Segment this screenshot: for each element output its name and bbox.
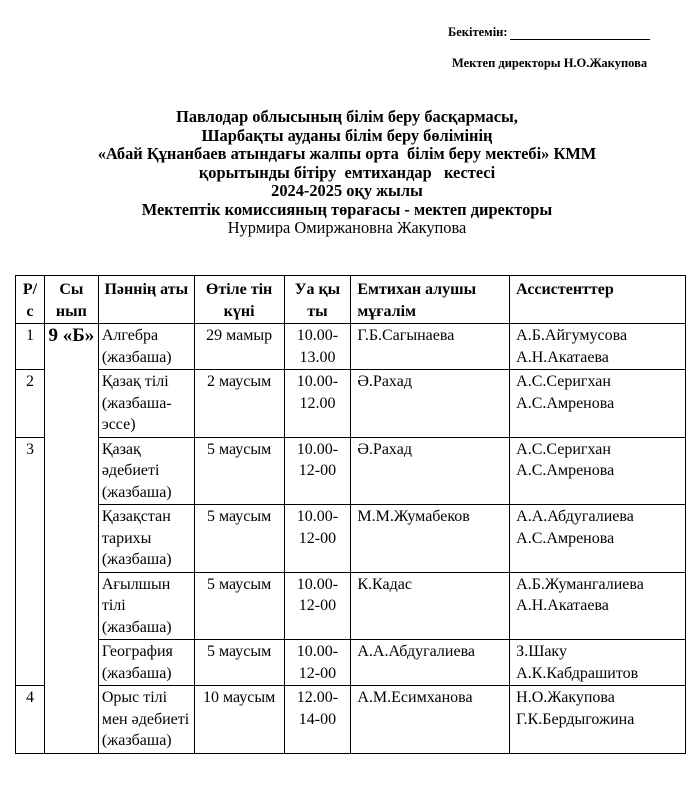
header-subject: Пәннің аты [98, 276, 194, 324]
subject-cell: География (жазбаша) [98, 640, 194, 686]
time-cell: 10.00-12-00 [284, 640, 351, 686]
table-row [16, 572, 686, 640]
time-cell: 10.00-13.00 [284, 324, 351, 370]
row-num: 4 [16, 686, 45, 754]
title-line: Мектептік комиссияның төрағасы - мектеп директоры [141, 199, 553, 219]
teacher-cell: Ә.Рахад [351, 437, 510, 505]
row-num [16, 640, 45, 686]
header-date: Өтіле тін күні [194, 276, 284, 324]
time-cell: 10.00-12-00 [284, 437, 351, 505]
date-cell: 5 маусым [194, 640, 284, 686]
row-num: 1 [16, 324, 45, 370]
assistants-cell: А.Б.Жумангалиева А.Н.Акатаева [510, 572, 686, 640]
subject-cell: Қазақ тілі (жазбаша-эссе) [98, 370, 194, 438]
date-cell: 2 маусым [194, 370, 284, 438]
date-cell: 10 маусым [194, 686, 284, 754]
time-cell: 12.00-14-00 [284, 686, 351, 754]
date-cell: 5 маусым [194, 572, 284, 640]
title-line: Шарбақты ауданы білім беру бөлімінің [201, 125, 493, 145]
teacher-cell: Г.Б.Сагынаева [351, 324, 510, 370]
assistants-cell: А.С.Серигхан А.С.Амренова [510, 437, 686, 505]
assistants-cell: А.С.Серигхан А.С.Амренова [510, 370, 686, 438]
table-row [16, 640, 686, 686]
title-line: Павлодар облысының білім беру басқармасы, [176, 107, 518, 126]
row-num: 3 [16, 437, 45, 505]
teacher-cell: А.А.Абдугалиева [351, 640, 510, 686]
table-row [16, 370, 686, 438]
time-cell: 10.00-12.00 [284, 370, 351, 438]
signature-line [510, 27, 650, 40]
assistants-cell: Н.О.Жакупова Г.К.Бердыгожина [510, 686, 686, 754]
row-num [16, 505, 45, 573]
header-class: Сы нып [44, 276, 98, 324]
table-header-row [16, 276, 686, 324]
subject-cell: Қазақ әдебиеті (жазбаша) [98, 437, 194, 505]
director-line: Мектеп директоры Н.О.Жакупова [452, 56, 648, 70]
assistants-cell: А.А.Абдугалиева А.С.Амренова [510, 505, 686, 573]
table-row [16, 324, 686, 370]
assistants-cell: З.Шаку А.К.Кабдрашитов [510, 640, 686, 686]
approval-label: Бекітемін: [448, 25, 650, 40]
subject-cell: Алгебра (жазбаша) [98, 324, 194, 370]
exam-schedule-table [15, 275, 686, 754]
header-teacher: Емтихан алушы мұғалім [351, 276, 510, 324]
date-cell: 5 маусым [194, 437, 284, 505]
assistants-cell: А.Б.Айгумусова А.Н.Акатаева [510, 324, 686, 370]
date-cell: 5 маусым [194, 505, 284, 573]
title-line: қорытынды бітіру емтихандар кестесі [198, 162, 496, 182]
header-time: Уа қы ты [284, 276, 351, 324]
row-num [16, 572, 45, 640]
title-line: «Абай Құнанбаев атындағы жалпы орта білім беру мектебі» КММ [97, 144, 597, 163]
document-title [0, 108, 694, 238]
row-num: 2 [16, 370, 45, 438]
teacher-cell: М.М.Жумабеков [351, 505, 510, 573]
table-row [16, 686, 686, 754]
subject-cell: Ағылшын тілі (жазбаша) [98, 572, 194, 640]
time-cell: 10.00-12-00 [284, 505, 351, 573]
date-cell: 29 мамыр [194, 324, 284, 370]
teacher-cell: Ә.Рахад [351, 370, 510, 438]
subject-cell: Қазақстан тарихы (жазбаша) [98, 505, 194, 573]
table-row [16, 505, 686, 573]
title-line: 2024-2025 оқу жылы [271, 181, 423, 200]
chair-name: Нурмира Омиржановна Жакупова [227, 218, 467, 237]
class-cell: 9 «Б» [44, 324, 98, 754]
teacher-cell: А.М.Есимханова [351, 686, 510, 754]
header-num: Р/ с [16, 276, 45, 324]
subject-cell: Орыс тілі мен әдебиеті (жазбаша) [98, 686, 194, 754]
table-row [16, 437, 686, 505]
header-assistants: Ассистенттер [510, 276, 686, 324]
time-cell: 10.00-12-00 [284, 572, 351, 640]
teacher-cell: К.Кадас [351, 572, 510, 640]
